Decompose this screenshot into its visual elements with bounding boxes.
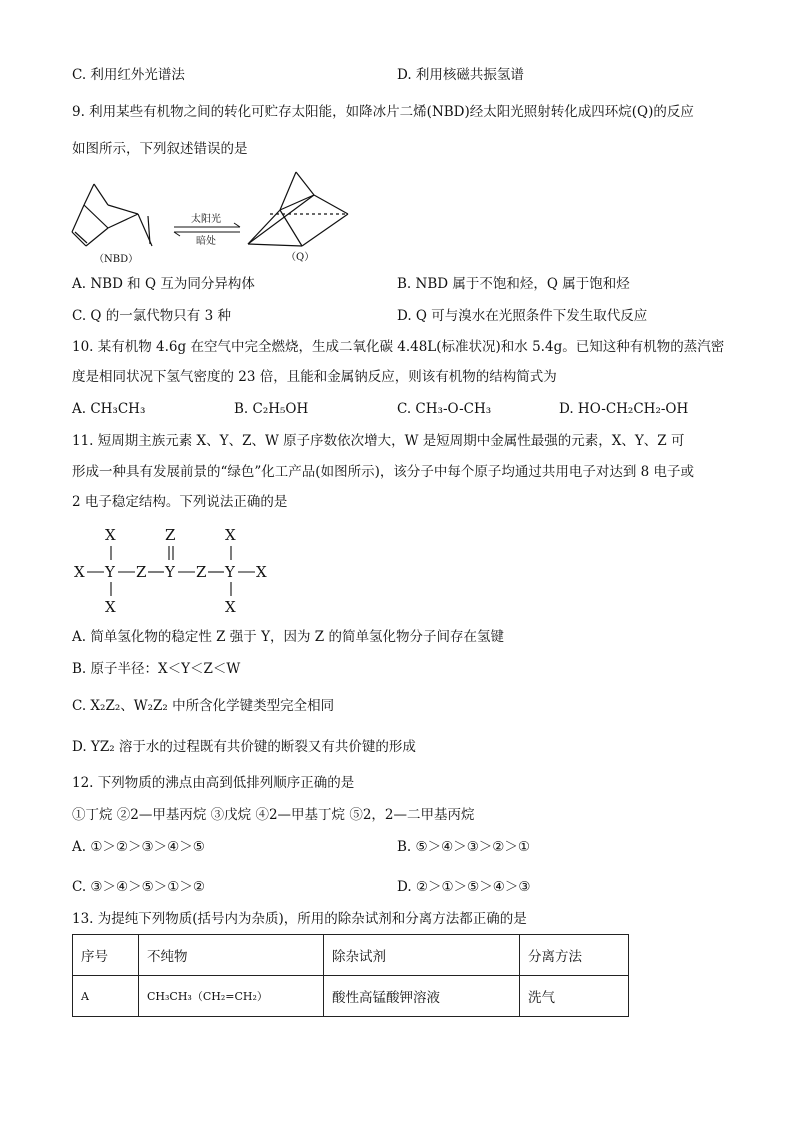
q11-option-a: A. 简单氢化物的稳定性 Z 强于 Y，因为 Z 的简单氢化物分子间存在氢键 bbox=[72, 629, 504, 645]
nbd-label: （NBD） bbox=[94, 254, 139, 265]
x-atom: X bbox=[225, 526, 236, 544]
q12-option-d: D. ②＞①＞⑤＞④＞③ bbox=[397, 879, 531, 895]
nbd-structure bbox=[72, 184, 152, 246]
q9-stem-line1: 9. 利用某些有机物之间的转化可贮存太阳能，如降冰片二烯(NBD)经太阳光照射转化成四环烷(Q)的反应 bbox=[72, 104, 694, 120]
q9-option-a: A. NBD 和 Q 互为同分异构体 bbox=[72, 276, 255, 292]
z-atom: Z bbox=[165, 526, 176, 544]
q9-stem-line2: 如图所示，下列叙述错误的是 bbox=[72, 141, 248, 157]
q11-stem-line3: 2 电子稳定结构。下列说法正确的是 bbox=[72, 494, 288, 510]
q-structure bbox=[248, 172, 348, 246]
q11-option-d: D. YZ₂ 溶于水的过程既有共价键的断裂又有共价键的形成 bbox=[72, 739, 416, 755]
q12-option-a: A. ①＞②＞③＞④＞⑤ bbox=[72, 839, 205, 855]
q13-table bbox=[72, 934, 629, 1017]
q11-option-b: B. 原子半径：X＜Y＜Z＜W bbox=[72, 661, 241, 677]
q12-option-b: B. ⑤＞④＞③＞②＞① bbox=[397, 839, 531, 855]
table-cell: 酸性高锰酸钾溶液 bbox=[324, 976, 520, 1017]
z-atom: Z bbox=[136, 563, 147, 581]
q13-stem: 13. 为提纯下列物质(括号内为杂质)，所用的除杂试剂和分离方法都正确的是 bbox=[72, 911, 527, 927]
q11-option-c: C. X₂Z₂、W₂Z₂ 中所含化学键类型完全相同 bbox=[72, 698, 335, 714]
table-cell: A bbox=[73, 976, 139, 1017]
q10-option-b: B. C₂H₅OH bbox=[234, 401, 309, 417]
x-atom: X bbox=[256, 563, 267, 581]
q12-items: ①丁烷 ②2—甲基丙烷 ③戊烷 ④2—甲基丁烷 ⑤2，2—二甲基丙烷 bbox=[72, 807, 475, 823]
table-header-cell: 不纯物 bbox=[139, 935, 324, 976]
q12-stem: 12. 下列物质的沸点由高到低排列顺序正确的是 bbox=[72, 775, 355, 791]
q8-option-c: C. 利用红外光谱法 bbox=[72, 67, 185, 83]
q10-stem-line2: 度是相同状况下氢气密度的 23 倍，且能和金属钠反应，则该有机物的结构简式为 bbox=[72, 369, 557, 385]
q9-reaction-figure bbox=[64, 170, 364, 266]
x-atom: X bbox=[225, 598, 236, 616]
q8-option-d: D. 利用核磁共振氢谱 bbox=[397, 67, 524, 83]
q9-option-d: D. Q 可与溴水在光照条件下发生取代反应 bbox=[397, 308, 648, 324]
table-header-cell: 序号 bbox=[73, 935, 139, 976]
table-header-row bbox=[73, 935, 629, 976]
q9-option-c: C. Q 的一氯代物只有 3 种 bbox=[72, 308, 231, 324]
q-label: （Q） bbox=[286, 252, 315, 263]
q10-stem-line1: 10. 某有机物 4.6g 在空气中完全燃烧，生成二氧化碳 4.48L(标准状况)和水 5.4g。已知这种有机物的蒸汽密 bbox=[72, 339, 725, 355]
table-row bbox=[73, 976, 629, 1017]
q9-option-b: B. NBD 属于不饱和烃，Q 属于饱和烃 bbox=[397, 276, 630, 292]
table-header-cell: 分离方法 bbox=[520, 935, 629, 976]
q12-option-c: C. ③＞④＞⑤＞①＞② bbox=[72, 879, 205, 895]
arrow-bottom-label: 暗处 bbox=[196, 236, 216, 247]
q10-option-d: D. HO-CH₂CH₂-OH bbox=[559, 401, 689, 417]
y-atom: Y bbox=[165, 563, 175, 581]
q10-option-a: A. CH₃CH₃ bbox=[72, 401, 146, 417]
x-atom: X bbox=[105, 526, 116, 544]
x-atom: X bbox=[74, 563, 85, 581]
q11-stem-line1: 11. 短周期主族元素 X、Y、Z、W 原子序数依次增大，W 是短周期中金属性最强的元素，X、Y、Z 可 bbox=[72, 433, 685, 449]
y-atom: Y bbox=[105, 563, 115, 581]
arrow-top-label: 太阳光 bbox=[191, 214, 221, 225]
z-atom: Z bbox=[196, 563, 207, 581]
q11-structure-formula bbox=[70, 522, 280, 616]
y-atom: Y bbox=[225, 563, 235, 581]
q10-option-c: C. CH₃-O-CH₃ bbox=[397, 401, 492, 417]
q11-stem-line2: 形成一种具有发展前景的“绿色”化工产品(如图所示)，该分子中每个原子均通过共用电子对达到 8 电子或 bbox=[72, 464, 695, 480]
table-cell: 洗气 bbox=[520, 976, 629, 1017]
x-atom: X bbox=[105, 598, 116, 616]
table-header-cell: 除杂试剂 bbox=[324, 935, 520, 976]
table-cell: CH₃CH₃（CH₂=CH₂） bbox=[139, 976, 324, 1017]
